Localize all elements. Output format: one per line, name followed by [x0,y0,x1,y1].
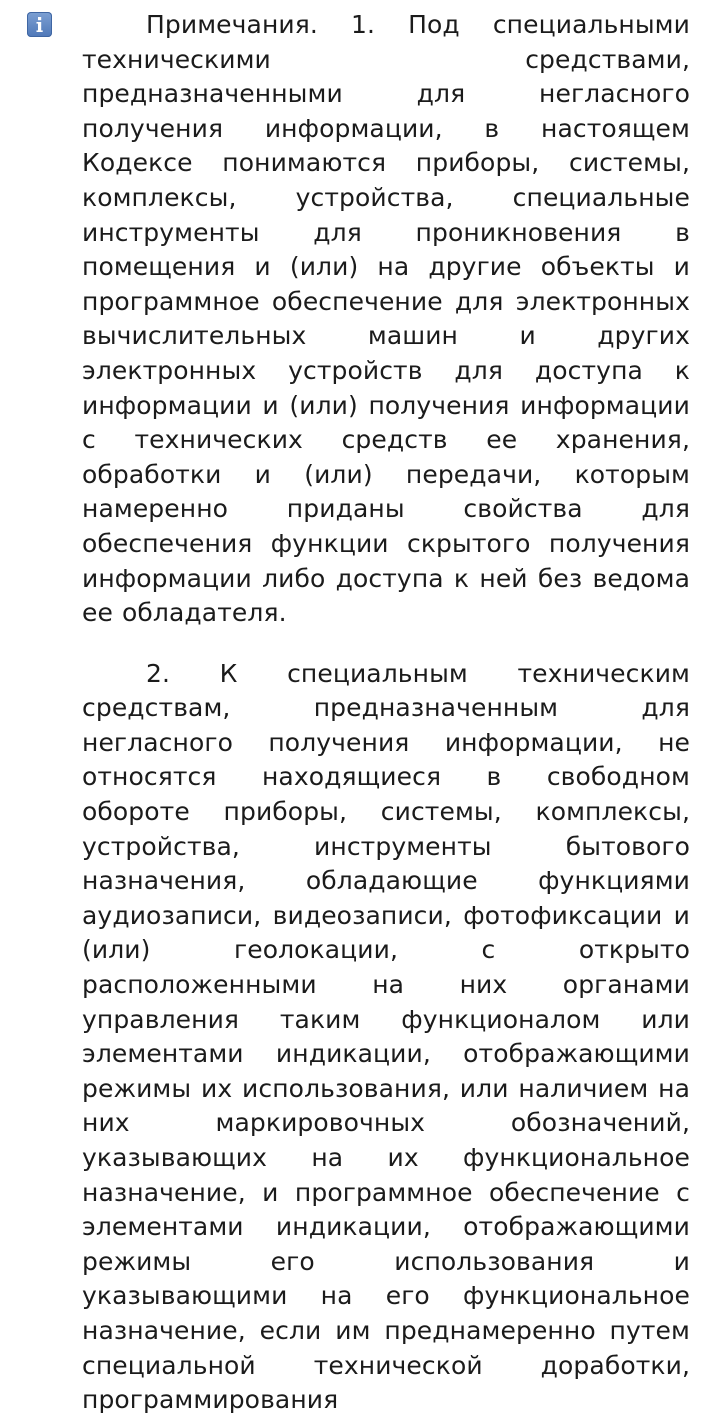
note-paragraph-1: Примечания. 1. Под специальными техническими средствами, предназначенными для негласного получения информации, в настоящем Кодексе понимаются приборы, системы, комплексы, устройства, специальные инструменты для проникновения в помещения и (или) на другие объекты и программное обеспечение для электронных вычислительных машин и других электронных устройств для доступа к информации и (или) получения информации с технических средств ее хранения, обработки и (или) передачи, которым намеренно приданы свойства для обеспечения функции скрытого получения информации либо доступа к ней без ведома ее обладателя. [82,10,690,628]
note-content [82,8,690,1418]
info-glyph [27,12,52,37]
note-paragraph-2: 2. К специальным техническим средствам, предназначенным для негласного получения информации, не относятся находящиеся в свободном обороте приборы, системы, комплексы, устройства, инструменты бытового назначения, обладающие функциями аудиозаписи, видеозаписи, фотофиксации и (или) геолокации, с открыто расположенными на них органами управления таким функционалом или элементами индикации, отображающими режимы их использования, или наличием на них маркировочных обозначений, указывающих на их функциональное назначение, и программное обеспечение с элементами индикации, отображающими режимы его использования и указывающими на его функциональное назначение, если им преднамеренно путем специальной технической доработки, программирования [82,658,690,1415]
info-icon[interactable] [27,12,52,37]
